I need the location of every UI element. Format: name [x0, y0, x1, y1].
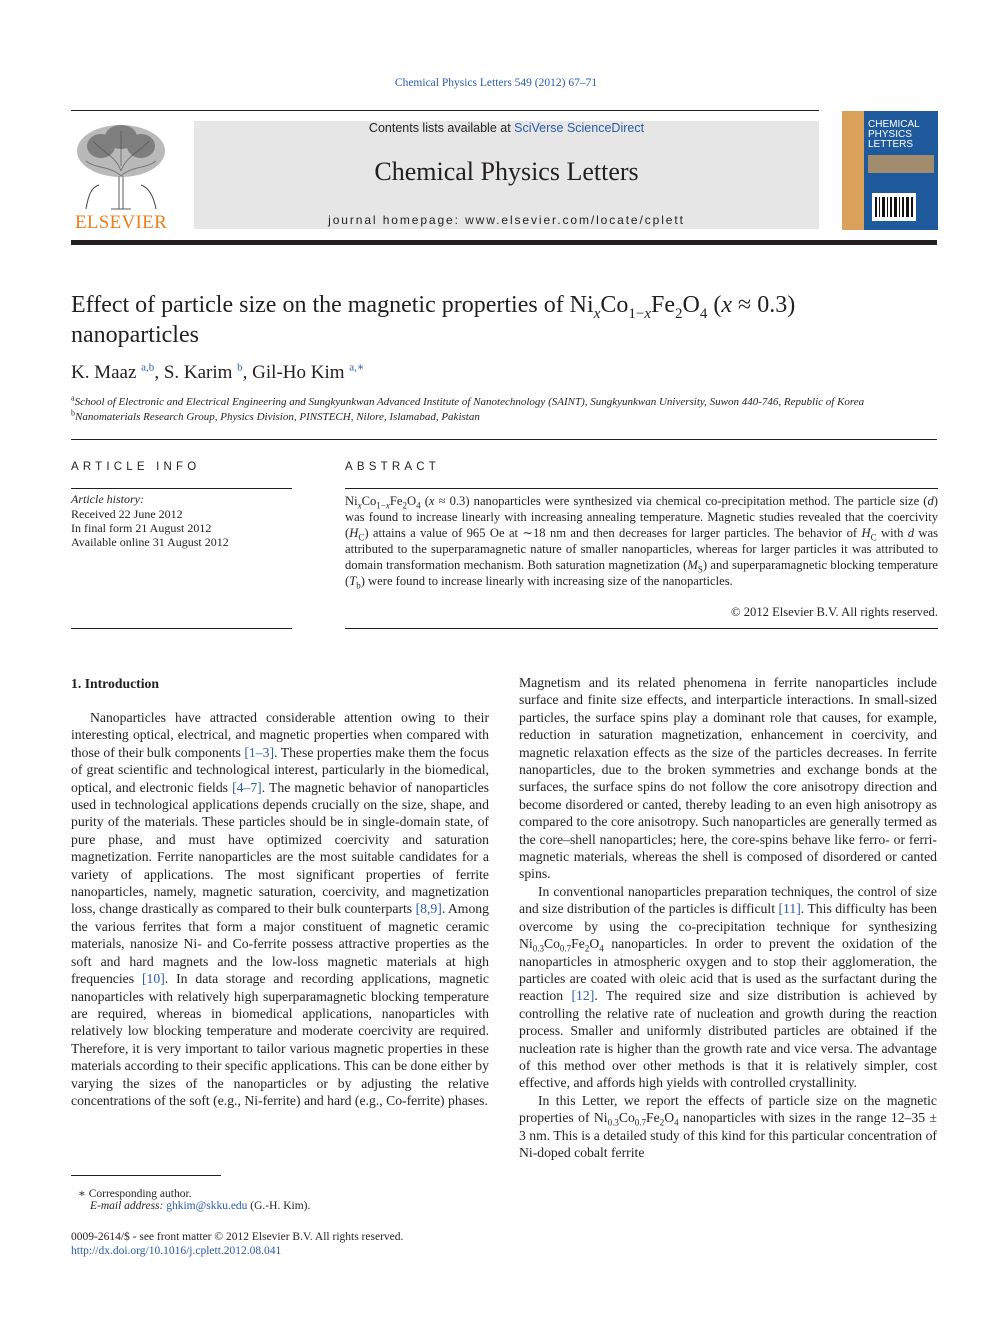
- affiliation-text: Nanomaterials Research Group, Physics Division, PINSTECH, Nilore, Islamabad, Pakistan: [75, 411, 480, 423]
- section-heading-introduction: 1. Introduction: [71, 676, 159, 691]
- abstract-bottom-rule: [345, 628, 938, 629]
- affiliations-rule: [71, 439, 937, 440]
- copyright-notice: © 2012 Elsevier B.V. All rights reserved.: [731, 605, 938, 619]
- body-column-right: Magnetism and its related phenomena in ferrite nanoparticles include surface and finite size effects, and interparticle interactions. In small-sized particles, the surface spins play a dominant role that causes, for example, reduction in saturation magnetization, enhancement in coercivity, and magnetic relaxation effects as the size of the particles decreases. In ferrite nanoparticles, due to the broken symmetries and exchange bonds at the surfaces, the surface spins do not follow the core anisotropy direction and become disordered or canted, thereby leading to an even high anisotropy as compared to the core anisotropy. Such nanoparticles are generally termed as the core–shell nanoparticles; here, the core-spins behave like ferro- or ferri-magnetic materials, whereas the shell is composed of disordered or canted spins. In conventional nanoparticles preparation techniques, the control of size and size distribution of the particles is difficult [11]. This difficulty has been overcome by using the co-precipitation technique for synthesizing $Ni_{0.3}Co_{0.7}Fe_2O_4$ nanoparticles. In order to prevent the oxidation of the nanoparticles in atmospheric oxygen and to stop their agglomeration, the particles are coated with oleic acid that is used as the surfactant during the reaction [12]. The required size and size distribution is achieved by controlling the relative rate of nucleation and growth during the reaction process. Smaller and uniformly distributed particles are obtained if the nucleation rate is higher than the growth rate and vice versa. The advantage of this method over other methods is that it is relatively simpler, cost effective, and affords high yields with controlled crystallinity. In this Letter, we report the effects of particle size on the magnetic properties of $Ni_{0.3}Co_{0.7}Fe_2O_4$ nanoparticles with sizes in the range 12–35 ± 3 nm. This is a detailed study of this kind for this particular concentration of Ni-doped cobalt ferrite: [519, 675, 937, 1160]
- affiliation-text: School of Electronic and Electrical Engineering and Sungkyunkwan Advanced Institute of Nanotechnology (SAINT), Sungkyunkwan University, Suwon 440-746, Republic of Korea: [74, 396, 865, 408]
- author-name[interactable]: K. Maaz: [71, 362, 137, 383]
- article-info-label: ARTICLE INFO: [71, 461, 201, 473]
- journal-masthead: [194, 121, 819, 229]
- body-column-left: Nanoparticles have attracted considerable attention owing to their interesting optical, electrical, and magnetic properties when compared with those of their bulk components [1–3]. These properties make them the focus of great scientific and technological interest, particularly in the biomedical, optical, and electronic fields [4–7]. The magnetic behavior of nanoparticles used in technological applications depends crucially on the size, shape, and purity of the materials. These particles should be in single-domain state, of pure phase, and must have optimized coercivity and saturation magnetization. Ferrite nanoparticles are the most suitable candidates for a variety of applications. The most significant properties of ferrite nanoparticles, namely, magnetic saturation, coercivity, and magnetization loss, change drastically as compared to their bulk counterparts [8,9]. Among the various ferrites that form a major constituent of magnetic ceramic materials, nanosize Ni- and Co-ferrite possess attractive properties as the soft and hard magnets and the low-loss magnetic materials at high frequencies [10]. In data storage and recording applications, magnetic nanoparticles with relatively high superparamagnetic blocking temperature are required, whereas in biomedical applications, nanoparticles with relatively low blocking temperature and moderate coercivity are required. Therefore, it is very important to tailor various magnetic properties in these materials according to their specific applications. This can be done either by varying the sizes of the nanoparticles or by adjusting the relative concentrations of the soft (e.g., Ni-ferrite) and hard (e.g., Co-ferrite) phases.: [71, 710, 490, 1108]
- cover-banner: [868, 155, 934, 173]
- affiliation-mark: a: [71, 393, 75, 403]
- corresponding-author-note: ∗ Corresponding author.: [78, 1188, 192, 1200]
- contents-prefix: Contents lists available at: [368, 121, 515, 135]
- affiliation-b: [71, 408, 480, 423]
- final-form-date: In final form 21 August 2012: [71, 521, 212, 535]
- cover-title: [868, 120, 920, 150]
- article-history-label: Article history:: [71, 492, 144, 506]
- journal-homepage[interactable]: journal homepage: www.elsevier.com/locate/cplett: [328, 213, 685, 227]
- citation-link[interactable]: [11]: [778, 901, 801, 917]
- email-footnote: [90, 1200, 310, 1212]
- title-text: Effect of particle size on the magnetic properties of Ni: [71, 292, 594, 318]
- author-name[interactable]: Gil-Ho Kim: [252, 362, 345, 383]
- author-affil-mark[interactable]: a,∗: [349, 361, 365, 374]
- contents-line: [194, 121, 819, 135]
- author-list: K. Maaz $^{a,b}$, S. Karim $^b$, Gil-Ho Kim $^{a,∗}$: [71, 361, 365, 383]
- journal-citation[interactable]: Chemical Physics Letters 549 (2012) 67–71: [394, 77, 598, 89]
- article-info-rule: [71, 488, 292, 489]
- email-link[interactable]: ghkim@skku.edu: [166, 1200, 248, 1212]
- cover-side-band: [842, 111, 864, 230]
- abstract-text: $Ni_xCo_{1-x}Fe_2O_4$ (x ≈ 0.3) nanoparticles were synthesized via chemical co-precipitation method. The particle size (d) was found to increase linearly with increasing annealing temperature. Magnetic studies revealed that the coercivity $(H_C)$ attains a value of 965 Oe at ∼18 nm and then decreases for larger particles. The behavior of $H_C$ with d was attributed to the superparamagnetic nature of smaller nanoparticles, whereas for larger particles it was attributed to domain transformation mechanism. Both saturation magnetization $(M_S)$ and superparamagnetic blocking temperature $(T_b)$ were found to increase linearly with increasing size of the nanoparticles.: [345, 494, 939, 591]
- elsevier-tree-icon: [71, 121, 171, 211]
- journal-name: Chemical Physics Letters: [374, 157, 639, 186]
- cover-title-line: LETTERS: [868, 139, 914, 150]
- elsevier-logo-text: ELSEVIER: [74, 212, 168, 233]
- citation-link[interactable]: [10]: [141, 971, 165, 987]
- abstract-rule: [345, 488, 938, 489]
- sciencedirect-link[interactable]: SciVerse ScienceDirect: [514, 121, 645, 135]
- email-label: E-mail address:: [90, 1200, 164, 1212]
- cover-barcode-icon: [872, 193, 916, 221]
- article-info-bottom-rule: [71, 628, 292, 629]
- received-date: Received 22 June 2012: [71, 507, 183, 521]
- affiliation-mark: b: [71, 408, 75, 418]
- abstract-label: ABSTRACT: [345, 461, 440, 473]
- footnote-rule: [71, 1175, 221, 1176]
- citation-link[interactable]: [1–3]: [244, 744, 275, 760]
- citation-link[interactable]: [8,9]: [415, 901, 442, 917]
- citation-link[interactable]: [4–7]: [232, 779, 262, 795]
- doi-link[interactable]: http://dx.doi.org/10.1016/j.cplett.2012.08.041: [71, 1245, 282, 1257]
- title-line-2: nanoparticles: [71, 322, 199, 348]
- article-title: Effect of particle size on the magnetic properties of $Ni_xCo_{1-x}Fe_2O_4$ (x ≈ 0.3) nanoparticles: [71, 290, 937, 350]
- journal-cover-thumbnail[interactable]: [842, 111, 938, 230]
- header-top-rule: [71, 110, 819, 111]
- issn-line: 0009-2614/$ - see front matter © 2012 Elsevier B.V. All rights reserved.: [71, 1231, 404, 1243]
- email-suffix: (G.-H. Kim).: [250, 1200, 311, 1212]
- affiliation-a: [71, 393, 865, 408]
- cover-title-line: PHYSICS: [868, 129, 912, 140]
- header-thick-rule: [71, 240, 937, 245]
- author-affil-mark[interactable]: b: [237, 361, 243, 374]
- author-name[interactable]: S. Karim: [163, 362, 233, 383]
- author-affil-mark[interactable]: a,b: [141, 361, 155, 374]
- online-date: Available online 31 August 2012: [71, 535, 229, 549]
- citation-link[interactable]: [12]: [571, 988, 595, 1004]
- cover-title-line: CHEMICAL: [868, 119, 920, 130]
